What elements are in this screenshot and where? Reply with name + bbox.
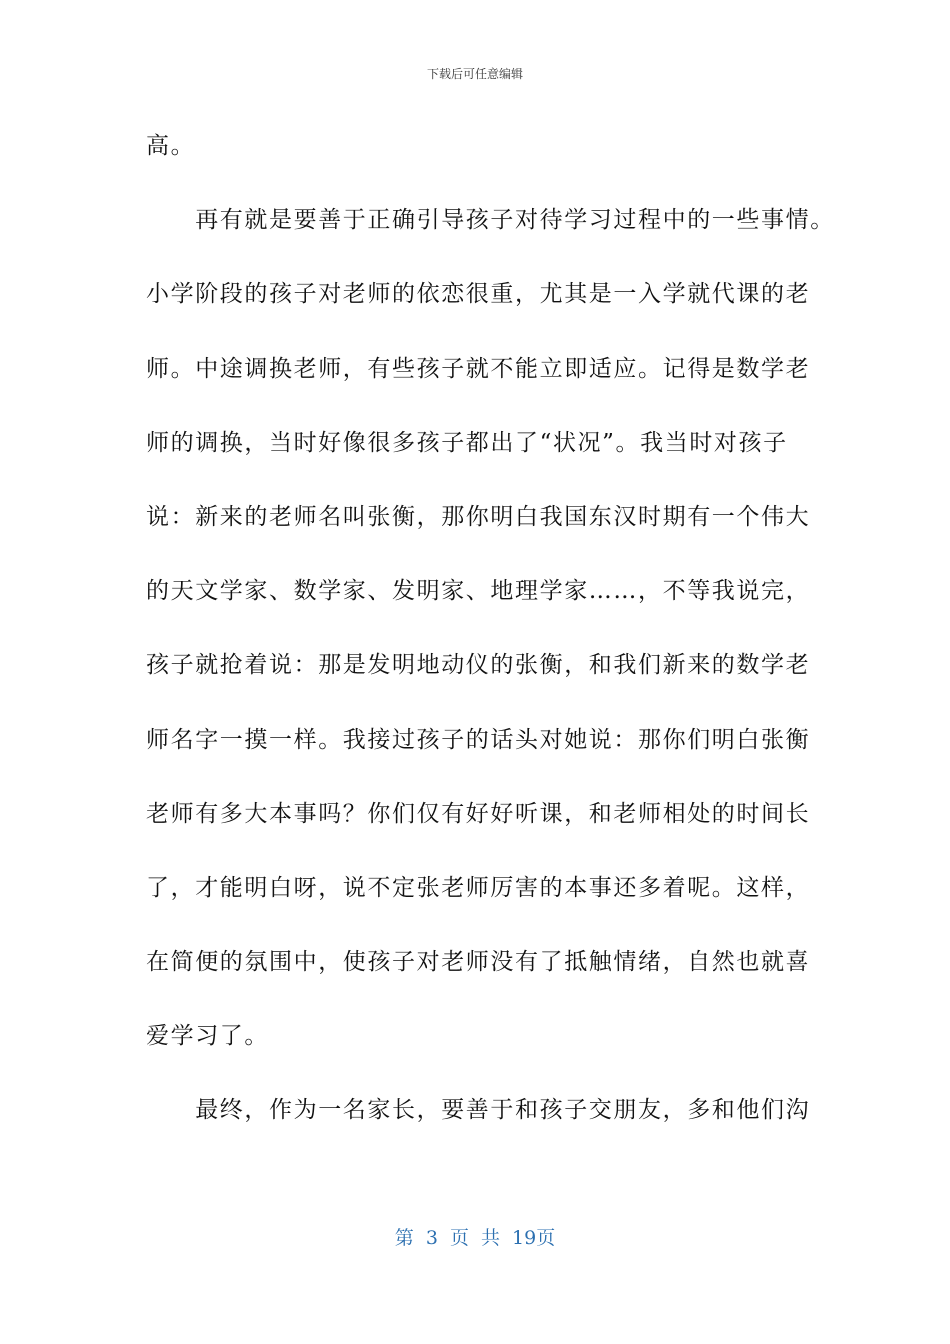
- text-line: 最终，作为一名家长，要善于和孩子交朋友，多和他们沟: [146, 1097, 811, 1124]
- text-line: 高。: [146, 133, 196, 159]
- text-line: 了，才能明白呀，说不定张老师厉害的本事还多着呢。这样，: [146, 874, 811, 901]
- text-line: 小学阶段的孩子对老师的依恋很重，尤其是一入学就代课的老: [146, 281, 811, 308]
- text-line: 的天文学家、数学家、发明家、地理学家……，不等我说完，: [146, 578, 811, 605]
- document-body: [146, 123, 835, 1162]
- text-line: 再有就是要善于正确引导孩子对待学习过程中的一些事情。: [146, 207, 835, 234]
- text-line: 孩子就抢着说：那是发明地动仪的张衡，和我们新来的数学老: [146, 652, 811, 679]
- text-line: 在简便的氛围中，使孩子对老师没有了抵触情绪，自然也就喜: [146, 949, 811, 976]
- page-number: 第 3 页 共 19页: [394, 1227, 556, 1249]
- page-header: 下载后可任意编辑: [426, 67, 523, 81]
- text-line: 师。中途调换老师，有些孩子就不能立即适应。记得是数学老: [146, 355, 811, 382]
- text-line: 师的调换，当时好像很多孩子都出了“状况”。我当时对孩子: [146, 429, 788, 456]
- text-line: 师名字一摸一样。我接过孩子的话头对她说：那你们明白张衡: [146, 726, 811, 753]
- text-line: 爱学习了。: [146, 1023, 269, 1050]
- text-line: 说：新来的老师名叫张衡，那你明白我国东汉时期有一个伟大: [146, 503, 811, 530]
- text-line: 老师有多大本事吗？你们仅有好好听课，和老师相处的时间长: [146, 800, 811, 827]
